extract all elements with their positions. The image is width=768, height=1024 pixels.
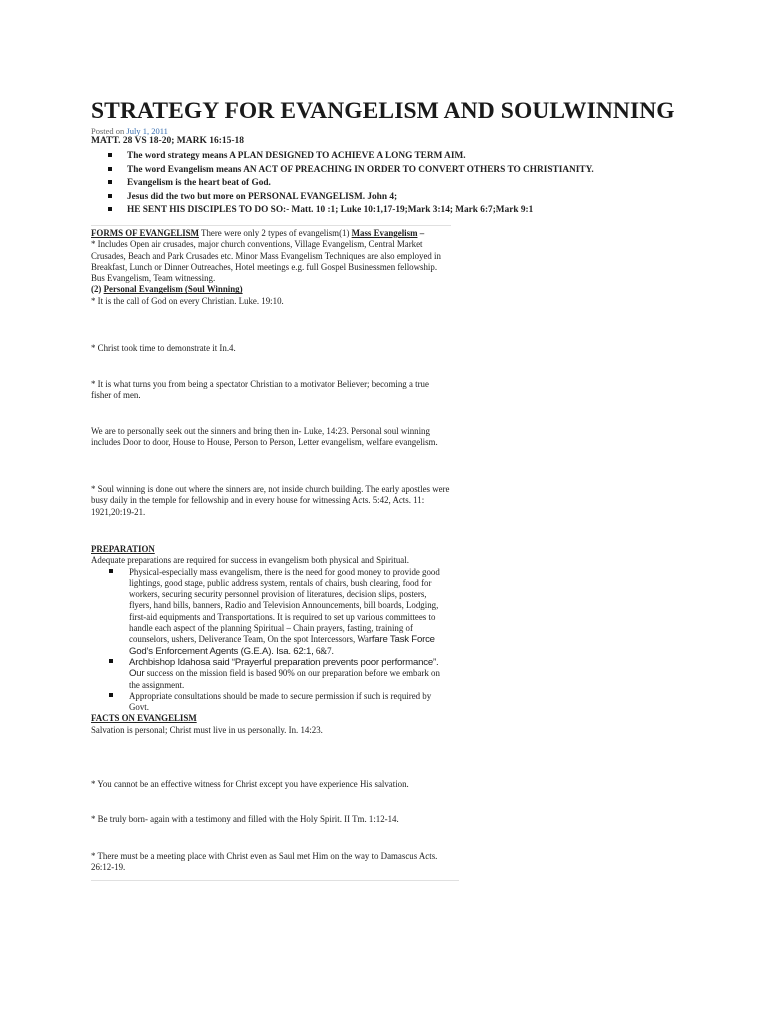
personal-evangelism-label: Personal Evangelism (Soul Winning) [103, 284, 243, 295]
preparation-list [91, 567, 451, 714]
personal-evangelism-heading [91, 284, 451, 295]
post-date-link[interactable]: July 1, 2011 [126, 126, 168, 136]
list-item: Appropriate consultations should be made to secure permission if such is required by Govt. [91, 691, 451, 714]
warfare-task-force-text: rfare Task Force God’s Enforcement Agents (G.E.A). Isa. 62:1, [129, 634, 435, 657]
facts-point: * Be truly born- again with a testimony and filled with the Holy Spirit. II Tm. 1:12-14. [91, 814, 399, 824]
mass-dash: – [417, 228, 425, 238]
preparation-success-text: success on the mission field is based 90% on our preparation before we embark on the assignment. [129, 668, 440, 690]
forms-intro: There were only 2 types of evangelism(1) [199, 228, 352, 238]
list-item: Evangelism is the heart beat of God. [91, 177, 594, 191]
isaiah-reference-text: 6&7. [313, 645, 334, 656]
posted-prefix: Posted on [91, 126, 127, 136]
page-title: STRATEGY FOR EVANGELISM AND SOULWINNING [91, 98, 675, 124]
forms-paragraph [91, 228, 451, 239]
list-item: Jesus did the two but more on PERSONAL EVANGELISM. John 4; [91, 191, 594, 205]
preparation-section [91, 544, 451, 736]
personal-point: * Christ took time to demonstrate it In.4. [91, 343, 236, 353]
mass-evangelism-label: Mass Evangelism [351, 228, 418, 238]
divider [91, 880, 459, 881]
facts-point: * You cannot be an effective witness for Christ except you have experience His salvation. [91, 779, 409, 789]
forms-section [91, 228, 451, 307]
facts-heading: FACTS ON EVANGELISM [91, 713, 197, 724]
facts-point: * There must be a meeting place with Christ even as Saul met Him on the way to Damascus Acts. 26:12-19. [91, 851, 438, 873]
list-item: HE SENT HIS DISCIPLES TO DO SO:- Matt. 10 :1; Luke 10:1,17-19;Mark 3:14; Mark 6:7;Mark 9:1 [91, 204, 594, 218]
personal-number: (2) [91, 284, 104, 295]
divider [91, 225, 451, 226]
physical-preparation-text: Physical-especially mass evangelism, there is the need for good money to provide good lightings, good stage, public address system, rentals of chairs, bush clearing, food for workers, securing security personnel provision of literatures, decision slips, posters, flyers, hand bills, banners, Radio and Television Announcements, bill boards, Lodging, first-aid equipments and Transportations. It is required to set up various committees to handle each aspect of the planning Spiritual – Chain prayers, fasting, training of counselors, ushers, Deliverance Team, On the spot Intercessors, Wa [129, 566, 440, 645]
personal-point: * Soul winning is done out where the sinners are, not inside church building. The early apostles were busy daily in the temple for fellowship and in every house for witnessing Acts. 5:42, Acts. 11: 1921,20:19-21. [91, 484, 450, 517]
list-item: The word strategy means A PLAN DESIGNED TO ACHIEVE A LONG TERM AIM. [91, 150, 594, 164]
preparation-heading: PREPARATION [91, 544, 155, 554]
post-meta [91, 126, 168, 136]
facts-point: Salvation is personal; Christ must live in us personally. In. 14:23. [91, 724, 323, 735]
mass-evangelism-text: * Includes Open air crusades, major church conventions, Village Evangelism, Central Market Crusades, Beach and Park Crusades etc. Minor Mass Evangelism Techniques are also employed in Breakfast, Lunch or Dinner Outreaches, Hotel meetings e.g. full Gospel Businessmen fellowship. Bus Evangelism, Team witnessing. [91, 239, 441, 284]
forms-heading: FORMS OF EVANGELISM [91, 228, 199, 238]
personal-point: * It is what turns you from being a spectator Christian to a motivator Believer; becoming a true fisher of men. [91, 379, 429, 401]
preparation-intro: Adequate preparations are required for success in evangelism both physical and Spiritual. [91, 555, 409, 566]
list-item [91, 567, 451, 657]
list-item: The word Evangelism means AN ACT OF PREACHING IN ORDER TO CONVERT OTHERS TO CHRISTIANITY. [91, 164, 594, 178]
list-item [91, 657, 451, 691]
idahosa-quote: Archbishop Idahosa said “Prayerful preparation prevents poor performance”. Our [129, 656, 439, 680]
definition-list [91, 150, 594, 218]
personal-point: We are to personally seek out the sinners and bring then in- Luke, 14:23. Personal soul winning includes Door to door, House to House, Person to Person, Letter evangelism, welfare evangelism. [91, 426, 438, 448]
scripture-references: MATT. 28 VS 18-20; MARK 16:15-18 [91, 136, 245, 146]
personal-point: * It is the call of God on every Christian. Luke. 19:10. [91, 295, 284, 306]
